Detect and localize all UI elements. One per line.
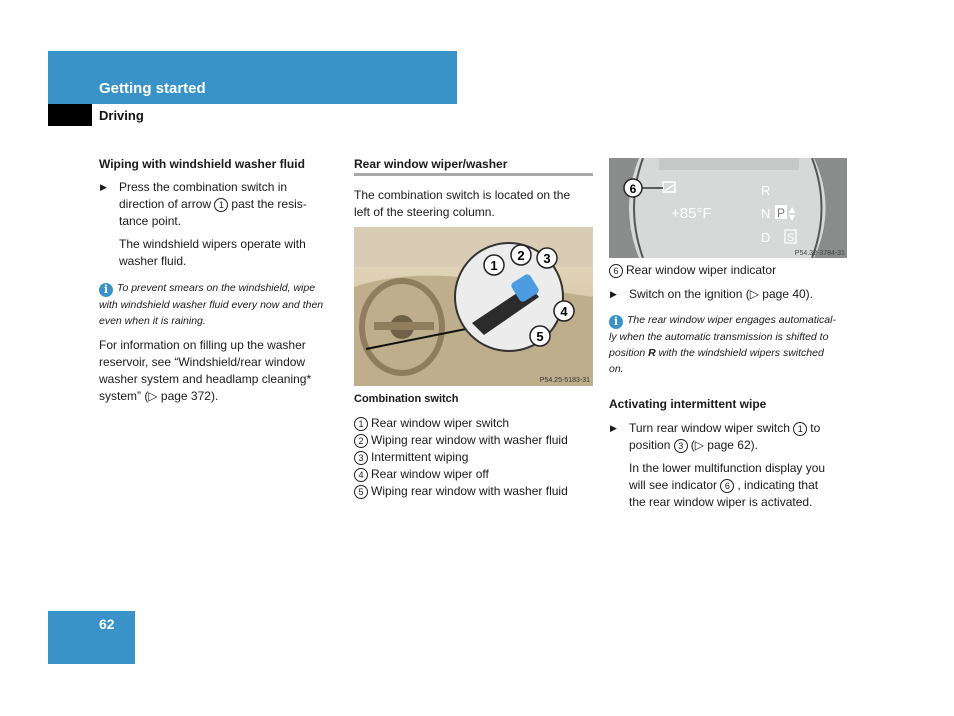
bullet-arrow-icon: ▶ <box>610 289 617 299</box>
column-indicator <box>609 262 847 511</box>
callout-6: 6 <box>629 182 637 196</box>
subsection-title: Driving <box>99 108 144 123</box>
section-marker <box>48 104 92 126</box>
heading-intermittent: Activating intermittent wipe <box>609 397 767 411</box>
gear-s: S <box>787 232 795 244</box>
callout-2: 2 <box>517 248 525 263</box>
info-icon: i <box>609 315 623 329</box>
figure-caption: Combination switch <box>354 393 459 405</box>
shift-down-icon: ▼ <box>789 213 796 222</box>
callout-5: 5 <box>536 329 544 344</box>
shift-up-icon: ▲ <box>789 205 796 214</box>
column-washer <box>99 156 341 405</box>
temperature-readout: +85°F <box>671 205 712 222</box>
info-reservoir: For information on filling up the washer reservoir, see “Windshield/rear window washer system and headlamp cleaning* system” (▷ page 372). <box>99 338 312 403</box>
legend-number-icon: 5 <box>354 485 368 499</box>
rear-wiper-intro: The combination switch is located on the left of the steering column. <box>354 188 571 219</box>
gear-n: N <box>761 206 771 221</box>
heading-rule <box>354 173 593 176</box>
legend-item <box>354 432 594 449</box>
image-code: P54.25-5183-31 <box>539 377 590 384</box>
legend-number-icon: 4 <box>354 468 368 482</box>
callout-3: 3 <box>543 251 551 266</box>
ref-1-icon: 1 <box>214 198 228 212</box>
legend-text: Rear window wiper off <box>371 467 489 481</box>
heading-washer: Wiping with windshield washer fluid <box>99 157 305 171</box>
bullet-arrow-icon: ▶ <box>100 182 107 192</box>
legend-number-icon: 1 <box>354 417 368 431</box>
ref-3-icon: 3 <box>674 439 688 453</box>
note-auto-engage: i The rear window wiper engages automatical- ly when the automatic transmission is shifted to position R with the windshield wipers switched on. <box>609 314 836 375</box>
legend-text: Rear window wiper switch <box>371 416 510 430</box>
combination-switch-figure <box>354 227 593 386</box>
step-press-switch: ▶ Press the combination switch in direction of arrow 1 past the resis- tance point. <box>100 180 307 228</box>
section-title: Getting started <box>99 80 206 97</box>
legend-item <box>354 483 594 500</box>
column-rear-wiper <box>354 156 594 173</box>
result-indicator: In the lower multifunction display you will see indicator 6 , indicating that the rear window wiper is activated. <box>629 461 826 509</box>
legend-item <box>354 466 594 483</box>
step-ignition: ▶ Switch on the ignition (▷ page 40). <box>610 287 814 301</box>
heading-rear-wiper: Rear window wiper/washer <box>354 157 508 171</box>
ref-6-icon: 6 <box>720 479 734 493</box>
legend-number-icon: 3 <box>354 451 368 465</box>
legend-block <box>354 391 594 500</box>
info-icon: i <box>99 283 113 297</box>
callout-4: 4 <box>560 304 568 319</box>
page-number-box <box>48 611 135 664</box>
legend-list <box>354 415 594 500</box>
legend-item <box>354 449 594 466</box>
gear-p: P <box>777 206 786 220</box>
result-wipers: The windshield wipers operate with washer fluid. <box>119 237 306 268</box>
legend-text: Wiping rear window with washer fluid <box>371 484 568 498</box>
ref-1-icon: 1 <box>793 422 807 436</box>
legend-text: Intermittent wiping <box>371 450 469 464</box>
legend-item <box>354 415 594 432</box>
ref-6-icon: 6 <box>609 264 623 278</box>
gear-d: D <box>761 230 771 245</box>
gear-r: R <box>761 183 771 198</box>
step-turn-switch: ▶ Turn rear window wiper switch 1 to position 3 (▷ page 62). <box>610 421 821 452</box>
instrument-display-figure <box>609 158 847 258</box>
display-image-code: P54.32-3784-31 <box>794 250 845 257</box>
page-number: 62 <box>99 616 115 632</box>
callout-1: 1 <box>490 258 498 273</box>
legend-text: Wiping rear window with washer fluid <box>371 433 568 447</box>
note-smears: i To prevent smears on the windshield, wipe with windshield washer fluid every now and then even when it is raining. <box>99 282 324 327</box>
legend-number-icon: 2 <box>354 434 368 448</box>
indicator-legend: 6 Rear window wiper indicator <box>609 262 847 279</box>
bullet-arrow-icon: ▶ <box>610 423 617 433</box>
